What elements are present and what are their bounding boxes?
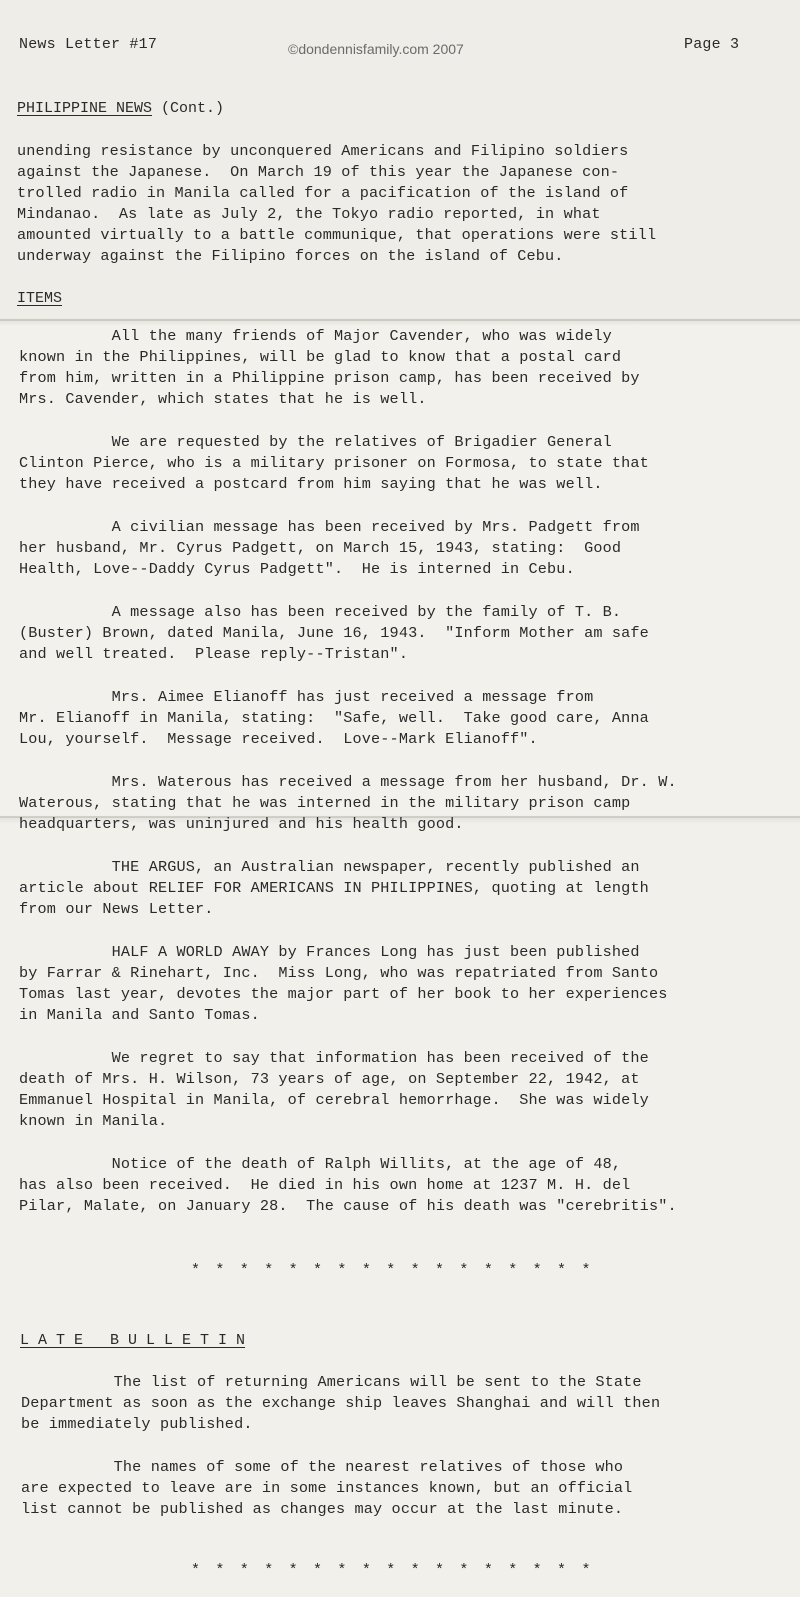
text-line: unending resistance by unconquered Americans and Filipino soldiers <box>17 142 629 160</box>
text-line: Mrs. Aimee Elianoff has just received a message from <box>19 688 594 706</box>
philippine-news-heading-suffix: (Cont.) <box>152 100 225 117</box>
items-heading-text: ITEMS <box>17 290 63 307</box>
text-line: Lou, yourself. Message received. Love--Mark Elianoff". <box>19 730 538 748</box>
text-line: they have received a postcard from him saying that he was well. <box>19 475 603 493</box>
text-line: list cannot be published as changes may occur at the last minute. <box>21 1500 624 1518</box>
philippine-news-heading <box>17 100 224 117</box>
text-line: known in Manila. <box>19 1112 168 1130</box>
text-line: Tomas last year, devotes the major part of her book to her experiences <box>19 985 668 1003</box>
text-line: All the many friends of Major Cavender, who was widely <box>19 327 612 345</box>
text-line: and well treated. Please reply--Tristan". <box>19 645 409 663</box>
text-line: A civilian message has been received by Mrs. Padgett from <box>19 518 640 536</box>
copyright-notice: ©dondennisfamily.com 2007 <box>288 41 464 57</box>
text-line: Mindanao. As late as July 2, the Tokyo radio reported, in what <box>17 205 601 223</box>
text-line: We regret to say that information has been received of the <box>19 1049 649 1067</box>
text-line: from him, written in a Philippine prison camp, has been received by <box>19 369 640 387</box>
newsletter-number: News Letter #17 <box>19 36 158 53</box>
text-line: are expected to leave are in some instances known, but an official <box>21 1479 633 1497</box>
text-line: headquarters, was uninjured and his health good. <box>19 815 464 833</box>
late-bulletin-heading: L A T E B U L L E T I N <box>20 1332 246 1349</box>
text-line: Mr. Elianoff in Manila, stating: "Safe, well. Take good care, Anna <box>19 709 649 727</box>
text-line: We are requested by the relatives of Brigadier General <box>19 433 612 451</box>
text-line: Notice of the death of Ralph Willits, at the age of 48, <box>19 1155 622 1173</box>
text-line: Emmanuel Hospital in Manila, of cerebral hemorrhage. She was widely <box>19 1091 649 1109</box>
text-line: (Buster) Brown, dated Manila, June 16, 1943. "Inform Mother am safe <box>19 624 649 642</box>
text-line: Department as soon as the exchange ship leaves Shanghai and will then <box>21 1394 661 1412</box>
philippine-news-heading-text: PHILIPPINE NEWS <box>17 100 153 117</box>
text-line: known in the Philippines, will be glad to know that a postal card <box>19 348 622 366</box>
text-line: her husband, Mr. Cyrus Padgett, on March 15, 1943, stating: Good <box>19 539 622 557</box>
text-line: Pilar, Malate, on January 28. The cause of his death was "cerebritis". <box>19 1197 677 1215</box>
paper-fold-line <box>0 319 800 321</box>
text-line: from our News Letter. <box>19 900 214 918</box>
text-line: has also been received. He died in his own home at 1237 M. H. del <box>19 1176 631 1194</box>
text-line: amounted virtually to a battle communique, that operations were still <box>17 226 657 244</box>
text-line: Mrs. Waterous has received a message from her husband, Dr. W. <box>19 773 677 791</box>
text-line: underway against the Filipino forces on the island of Cebu. <box>17 247 564 265</box>
text-line: article about RELIEF FOR AMERICANS IN PHILIPPINES, quoting at length <box>19 879 649 897</box>
text-line: Health, Love--Daddy Cyrus Padgett". He is interned in Cebu. <box>19 560 575 578</box>
text-line: be immediately published. <box>21 1415 253 1433</box>
page-number: Page 3 <box>684 36 740 53</box>
text-line: A message also has been received by the family of T. B. <box>19 603 622 621</box>
text-line: HALF A WORLD AWAY by Frances Long has just been published <box>19 943 640 961</box>
text-line: against the Japanese. On March 19 of this year the Japanese con- <box>17 163 620 181</box>
text-line: The names of some of the nearest relatives of those who <box>21 1458 624 1476</box>
text-line: in Manila and Santo Tomas. <box>19 1006 260 1024</box>
text-line: THE ARGUS, an Australian newspaper, recently published an <box>19 858 640 876</box>
text-line: by Farrar & Rinehart, Inc. Miss Long, who was repatriated from Santo <box>19 964 659 982</box>
section-separator-bottom: * * * * * * * * * * * * * * * * * <box>191 1562 594 1579</box>
text-line: Clinton Pierce, who is a military prisoner on Formosa, to state that <box>19 454 649 472</box>
text-line: Waterous, stating that he was interned in the military prison camp <box>19 794 631 812</box>
text-line: Mrs. Cavender, which states that he is well. <box>19 390 427 408</box>
text-line: The list of returning Americans will be sent to the State <box>21 1373 642 1391</box>
text-line: trolled radio in Manila called for a pacification of the island of <box>17 184 629 202</box>
items-heading <box>17 290 62 307</box>
text-line: death of Mrs. H. Wilson, 73 years of age, on September 22, 1942, at <box>19 1070 640 1088</box>
section-separator: * * * * * * * * * * * * * * * * * <box>191 1262 594 1279</box>
